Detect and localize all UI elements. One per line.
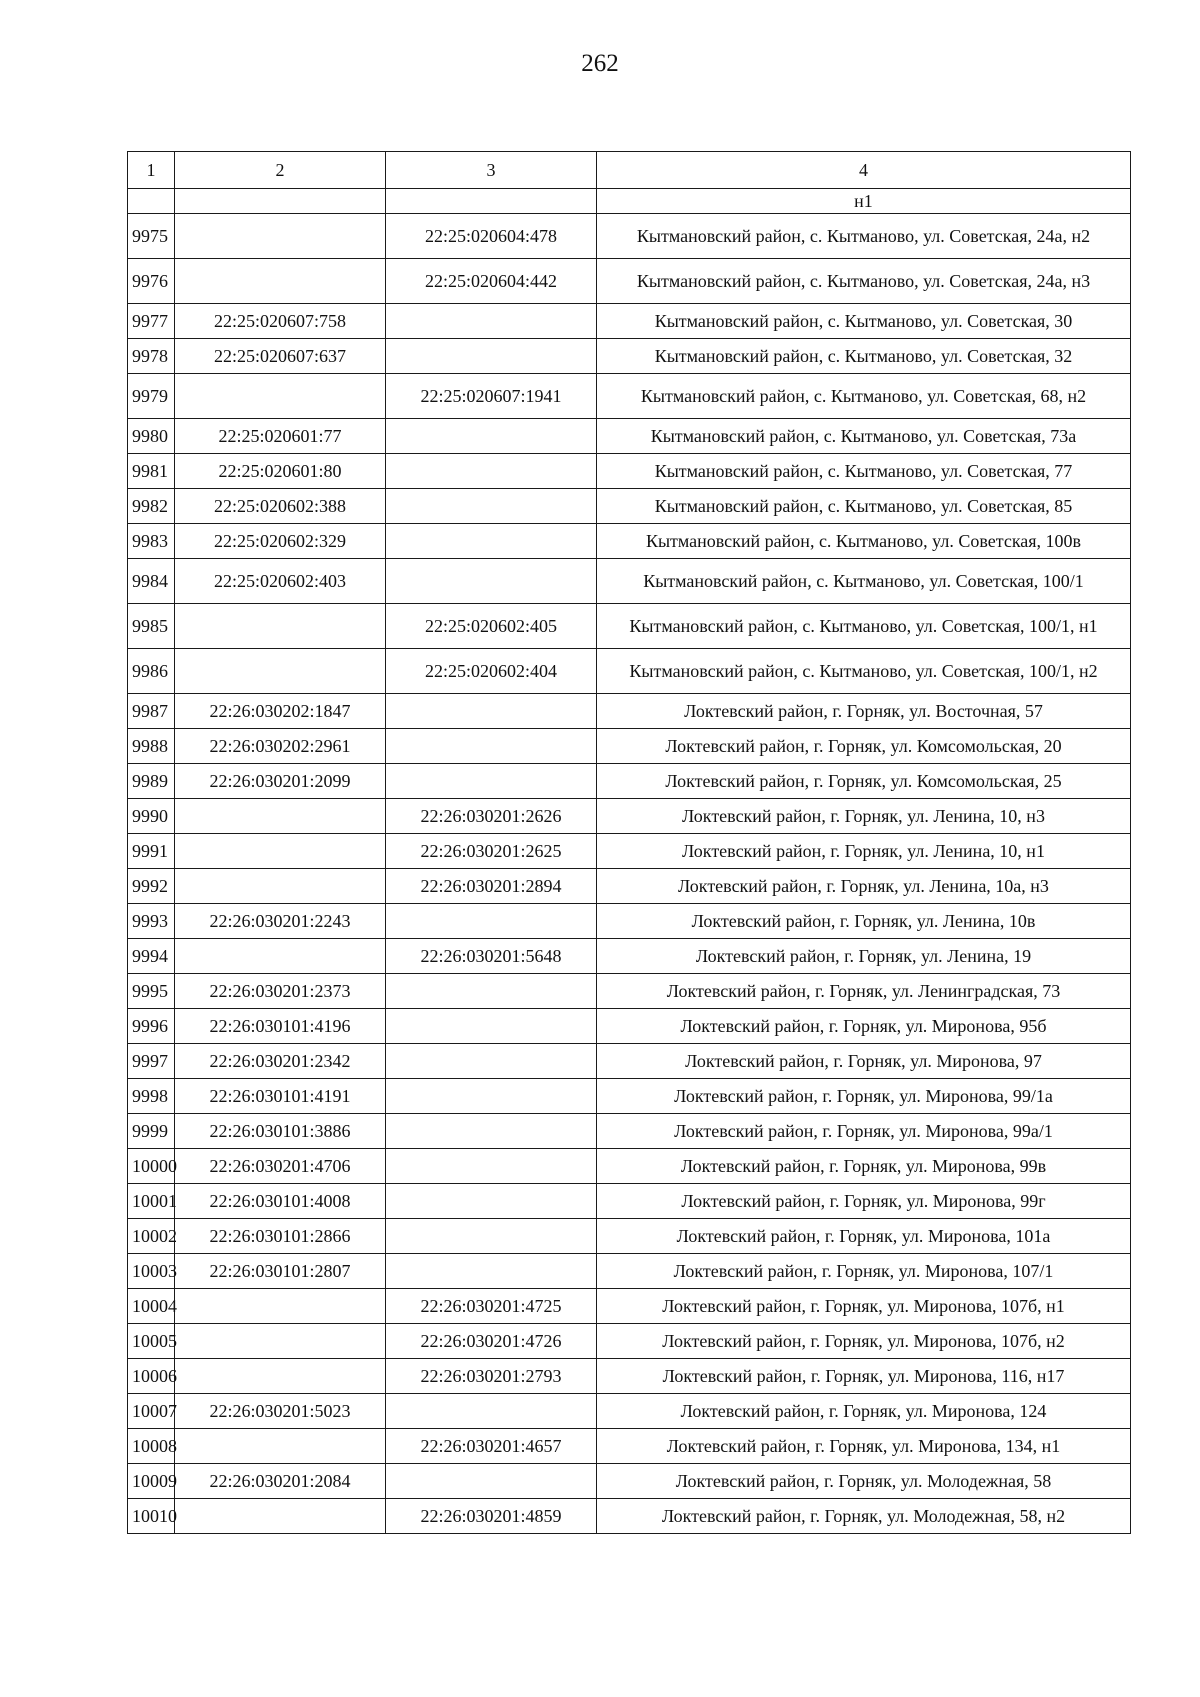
page-number: 262 <box>581 50 619 77</box>
address: Кытмановский район, с. Кытманово, ул. Советская, 73а <box>597 419 1131 454</box>
object-cadastral-number: 22:26:030201:4657 <box>386 1429 597 1464</box>
table-row <box>128 1499 1131 1534</box>
object-cadastral-number: 22:26:030201:2625 <box>386 834 597 869</box>
address: Кытмановский район, с. Кытманово, ул. Советская, 100/1, н2 <box>597 649 1131 694</box>
object-cadastral-number <box>386 1254 597 1289</box>
table-row <box>128 304 1131 339</box>
object-cadastral-number <box>386 189 597 214</box>
table-row <box>128 1079 1131 1114</box>
row-number: 9975 <box>128 214 175 259</box>
address: Локтевский район, г. Горняк, ул. Молодежная, 58 <box>597 1464 1131 1499</box>
table-row <box>128 649 1131 694</box>
row-number: 9984 <box>128 559 175 604</box>
column-header-1: 1 <box>128 152 175 189</box>
address: Локтевский район, г. Горняк, ул. Ленина, 19 <box>597 939 1131 974</box>
address: Локтевский район, г. Горняк, ул. Миронова, 99/1а <box>597 1079 1131 1114</box>
object-cadastral-number: 22:26:030201:2894 <box>386 869 597 904</box>
object-cadastral-number: 22:25:020604:478 <box>386 214 597 259</box>
land-cadastral-number: 22:26:030101:2866 <box>175 1219 386 1254</box>
address: Локтевский район, г. Горняк, ул. Комсомольская, 25 <box>597 764 1131 799</box>
land-cadastral-number: 22:26:030202:1847 <box>175 694 386 729</box>
table-row <box>128 1114 1131 1149</box>
land-cadastral-number: 22:26:030101:4191 <box>175 1079 386 1114</box>
row-number: 9993 <box>128 904 175 939</box>
address: Локтевский район, г. Горняк, ул. Миронова, 95б <box>597 1009 1131 1044</box>
row-number: 9982 <box>128 489 175 524</box>
table-row <box>128 259 1131 304</box>
row-number: 10004 <box>128 1289 175 1324</box>
object-cadastral-number: 22:26:030201:4725 <box>386 1289 597 1324</box>
land-cadastral-number: 22:25:020601:80 <box>175 454 386 489</box>
address: Локтевский район, г. Горняк, ул. Миронова, 116, н17 <box>597 1359 1131 1394</box>
object-cadastral-number <box>386 304 597 339</box>
object-cadastral-number: 22:25:020602:404 <box>386 649 597 694</box>
address: Кытмановский район, с. Кытманово, ул. Советская, 100/1, н1 <box>597 604 1131 649</box>
land-cadastral-number <box>175 1324 386 1359</box>
object-cadastral-number: 22:26:030201:4726 <box>386 1324 597 1359</box>
address: Локтевский район, г. Горняк, ул. Миронова, 107б, н2 <box>597 1324 1131 1359</box>
object-cadastral-number: 22:25:020602:405 <box>386 604 597 649</box>
object-cadastral-number <box>386 1044 597 1079</box>
table-body <box>128 189 1131 1534</box>
land-cadastral-number: 22:26:030101:4008 <box>175 1184 386 1219</box>
land-cadastral-number: 22:26:030201:2243 <box>175 904 386 939</box>
address: Кытмановский район, с. Кытманово, ул. Советская, 77 <box>597 454 1131 489</box>
address: Локтевский район, г. Горняк, ул. Миронова, 124 <box>597 1394 1131 1429</box>
object-cadastral-number <box>386 904 597 939</box>
address: Локтевский район, г. Горняк, ул. Миронова, 134, н1 <box>597 1429 1131 1464</box>
address: Кытмановский район, с. Кытманово, ул. Советская, 100/1 <box>597 559 1131 604</box>
row-number: 9980 <box>128 419 175 454</box>
object-cadastral-number <box>386 489 597 524</box>
row-number: 10007 <box>128 1394 175 1429</box>
land-cadastral-number: 22:25:020601:77 <box>175 419 386 454</box>
address: Локтевский район, г. Горняк, ул. Миронова, 107/1 <box>597 1254 1131 1289</box>
row-number: 9979 <box>128 374 175 419</box>
land-cadastral-number <box>175 189 386 214</box>
table-row <box>128 1149 1131 1184</box>
address: Кытмановский район, с. Кытманово, ул. Советская, 85 <box>597 489 1131 524</box>
address: Локтевский район, г. Горняк, ул. Миронова, 107б, н1 <box>597 1289 1131 1324</box>
table-row <box>128 729 1131 764</box>
table-row <box>128 869 1131 904</box>
land-cadastral-number <box>175 799 386 834</box>
row-number: 9989 <box>128 764 175 799</box>
address: Локтевский район, г. Горняк, ул. Комсомольская, 20 <box>597 729 1131 764</box>
row-number: 10005 <box>128 1324 175 1359</box>
table-row <box>128 374 1131 419</box>
land-cadastral-number: 22:26:030101:4196 <box>175 1009 386 1044</box>
row-number: 9990 <box>128 799 175 834</box>
row-number: 9994 <box>128 939 175 974</box>
table-row <box>128 1359 1131 1394</box>
object-cadastral-number <box>386 1149 597 1184</box>
row-number: 9976 <box>128 259 175 304</box>
row-number: 9986 <box>128 649 175 694</box>
address: н1 <box>597 189 1131 214</box>
land-cadastral-number: 22:26:030101:3886 <box>175 1114 386 1149</box>
continuation-row <box>128 189 1131 214</box>
row-number: 10010 <box>128 1499 175 1534</box>
land-cadastral-number: 22:26:030201:5023 <box>175 1394 386 1429</box>
table-header <box>128 152 1131 189</box>
row-number: 10000 <box>128 1149 175 1184</box>
object-cadastral-number: 22:26:030201:2793 <box>386 1359 597 1394</box>
address: Кытмановский район, с. Кытманово, ул. Советская, 100в <box>597 524 1131 559</box>
table-row <box>128 904 1131 939</box>
object-cadastral-number <box>386 419 597 454</box>
row-number: 9985 <box>128 604 175 649</box>
land-cadastral-number <box>175 604 386 649</box>
address: Локтевский район, г. Горняк, ул. Ленина, 10а, н3 <box>597 869 1131 904</box>
object-cadastral-number: 22:26:030201:4859 <box>386 1499 597 1534</box>
object-cadastral-number <box>386 339 597 374</box>
object-cadastral-number <box>386 1184 597 1219</box>
table-row <box>128 1009 1131 1044</box>
address: Локтевский район, г. Горняк, ул. Ленина, 10, н3 <box>597 799 1131 834</box>
address: Кытмановский район, с. Кытманово, ул. Советская, 24а, н2 <box>597 214 1131 259</box>
row-number: 10009 <box>128 1464 175 1499</box>
object-cadastral-number <box>386 974 597 1009</box>
row-number: 10001 <box>128 1184 175 1219</box>
object-cadastral-number <box>386 764 597 799</box>
object-cadastral-number <box>386 729 597 764</box>
object-cadastral-number <box>386 1394 597 1429</box>
address: Кытмановский район, с. Кытманово, ул. Советская, 30 <box>597 304 1131 339</box>
row-number: 10006 <box>128 1359 175 1394</box>
object-cadastral-number <box>386 1464 597 1499</box>
address: Кытмановский район, с. Кытманово, ул. Советская, 24а, н3 <box>597 259 1131 304</box>
land-cadastral-number: 22:26:030201:2342 <box>175 1044 386 1079</box>
object-cadastral-number <box>386 694 597 729</box>
object-cadastral-number: 22:25:020604:442 <box>386 259 597 304</box>
row-number: 9995 <box>128 974 175 1009</box>
table-row <box>128 939 1131 974</box>
object-cadastral-number <box>386 1219 597 1254</box>
object-cadastral-number <box>386 1009 597 1044</box>
land-cadastral-number: 22:25:020602:403 <box>175 559 386 604</box>
object-cadastral-number <box>386 559 597 604</box>
table-row <box>128 764 1131 799</box>
row-number: 9977 <box>128 304 175 339</box>
land-cadastral-number <box>175 869 386 904</box>
table-row <box>128 1289 1131 1324</box>
address: Локтевский район, г. Горняк, ул. Восточная, 57 <box>597 694 1131 729</box>
row-number: 9988 <box>128 729 175 764</box>
table-row <box>128 1254 1131 1289</box>
row-number: 9998 <box>128 1079 175 1114</box>
land-cadastral-number: 22:26:030101:2807 <box>175 1254 386 1289</box>
address: Кытмановский район, с. Кытманово, ул. Советская, 32 <box>597 339 1131 374</box>
table-row <box>128 214 1131 259</box>
land-cadastral-number <box>175 1499 386 1534</box>
object-cadastral-number <box>386 454 597 489</box>
row-number: 9999 <box>128 1114 175 1149</box>
land-cadastral-number <box>175 1429 386 1464</box>
land-cadastral-number: 22:26:030202:2961 <box>175 729 386 764</box>
registry-table <box>127 151 1131 1534</box>
table-row <box>128 974 1131 1009</box>
table-row <box>128 604 1131 649</box>
address: Локтевский район, г. Горняк, ул. Молодежная, 58, н2 <box>597 1499 1131 1534</box>
table-row <box>128 799 1131 834</box>
table-row <box>128 1464 1131 1499</box>
address: Кытмановский район, с. Кытманово, ул. Советская, 68, н2 <box>597 374 1131 419</box>
row-number: 9991 <box>128 834 175 869</box>
address: Локтевский район, г. Горняк, ул. Миронова, 97 <box>597 1044 1131 1079</box>
table-row <box>128 1044 1131 1079</box>
table-row <box>128 1324 1131 1359</box>
table-row <box>128 1429 1131 1464</box>
land-cadastral-number: 22:26:030201:2099 <box>175 764 386 799</box>
land-cadastral-number <box>175 1289 386 1324</box>
address: Локтевский район, г. Горняк, ул. Ленина, 10, н1 <box>597 834 1131 869</box>
row-number: 9983 <box>128 524 175 559</box>
address: Локтевский район, г. Горняк, ул. Миронова, 99г <box>597 1184 1131 1219</box>
object-cadastral-number: 22:25:020607:1941 <box>386 374 597 419</box>
row-number: 10002 <box>128 1219 175 1254</box>
table-row <box>128 834 1131 869</box>
land-cadastral-number: 22:25:020607:637 <box>175 339 386 374</box>
address: Локтевский район, г. Горняк, ул. Миронова, 101а <box>597 1219 1131 1254</box>
row-number <box>128 189 175 214</box>
table-row <box>128 1184 1131 1219</box>
row-number: 9987 <box>128 694 175 729</box>
land-cadastral-number: 22:25:020602:329 <box>175 524 386 559</box>
address: Локтевский район, г. Горняк, ул. Ленина, 10в <box>597 904 1131 939</box>
row-number: 9978 <box>128 339 175 374</box>
table-row <box>128 1219 1131 1254</box>
row-number: 9992 <box>128 869 175 904</box>
row-number: 9981 <box>128 454 175 489</box>
table-row <box>128 694 1131 729</box>
land-cadastral-number <box>175 259 386 304</box>
table-row <box>128 1394 1131 1429</box>
land-cadastral-number: 22:25:020602:388 <box>175 489 386 524</box>
object-cadastral-number <box>386 1114 597 1149</box>
object-cadastral-number <box>386 524 597 559</box>
table-row <box>128 524 1131 559</box>
table-row <box>128 559 1131 604</box>
land-cadastral-number: 22:26:030201:4706 <box>175 1149 386 1184</box>
table-row <box>128 419 1131 454</box>
column-header-2: 2 <box>175 152 386 189</box>
row-number: 9996 <box>128 1009 175 1044</box>
header-row <box>128 152 1131 189</box>
address: Локтевский район, г. Горняк, ул. Ленинградская, 73 <box>597 974 1131 1009</box>
row-number: 9997 <box>128 1044 175 1079</box>
table-row <box>128 339 1131 374</box>
address: Локтевский район, г. Горняк, ул. Миронова, 99в <box>597 1149 1131 1184</box>
column-header-4: 4 <box>597 152 1131 189</box>
object-cadastral-number: 22:26:030201:5648 <box>386 939 597 974</box>
land-cadastral-number <box>175 834 386 869</box>
object-cadastral-number: 22:26:030201:2626 <box>386 799 597 834</box>
land-cadastral-number <box>175 939 386 974</box>
table-row <box>128 489 1131 524</box>
land-cadastral-number <box>175 649 386 694</box>
land-cadastral-number <box>175 374 386 419</box>
object-cadastral-number <box>386 1079 597 1114</box>
table-row <box>128 454 1131 489</box>
land-cadastral-number <box>175 214 386 259</box>
land-cadastral-number <box>175 1359 386 1394</box>
column-header-3: 3 <box>386 152 597 189</box>
address: Локтевский район, г. Горняк, ул. Миронова, 99а/1 <box>597 1114 1131 1149</box>
row-number: 10003 <box>128 1254 175 1289</box>
land-cadastral-number: 22:26:030201:2084 <box>175 1464 386 1499</box>
land-cadastral-number: 22:25:020607:758 <box>175 304 386 339</box>
row-number: 10008 <box>128 1429 175 1464</box>
land-cadastral-number: 22:26:030201:2373 <box>175 974 386 1009</box>
